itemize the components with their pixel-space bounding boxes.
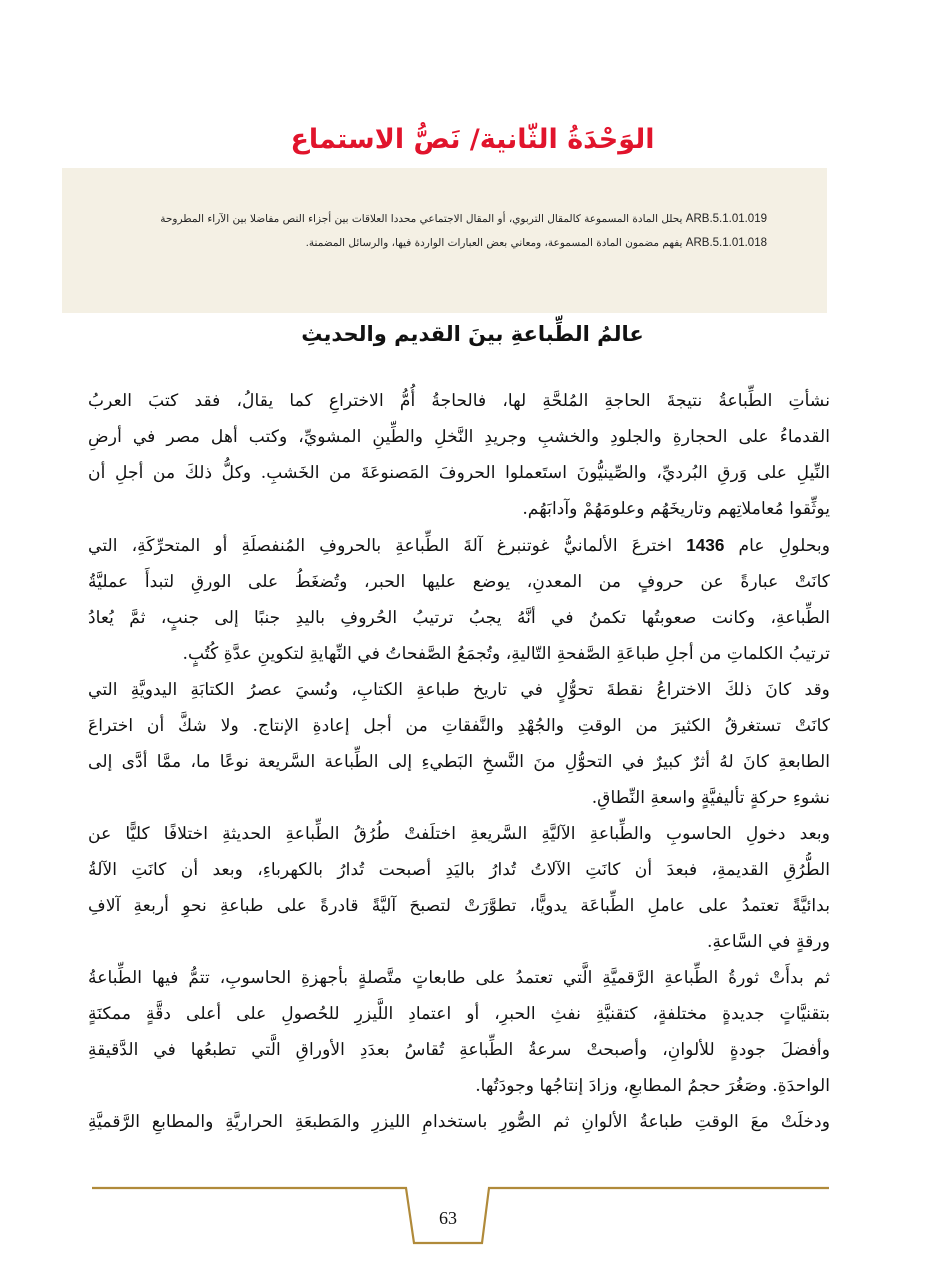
- outcome-text: يفهم مضمون المادة المسموعة، ومعاني بعض العبارات الواردة فيها، والرسائل المضمنة.: [305, 237, 683, 249]
- text-line: القدماءُ على الحجارةِ والجلودِ والخشبِ وجريدِ النَّخلِ والطِّينِ المشويِّ، وكتب أهل مصر في أرضِ: [88, 427, 830, 447]
- text-line: بدائيَّةً تعتمدُ على عاملِ الطِّباعَة يدويًّا، تطوَّرَتْ لتصبحَ آليَّةً قادرةً على طباعةِ نحوِ أربعةِ آلافِ: [88, 896, 830, 916]
- text-line: الواحدَةِ. وصَغُرَ حجمُ المطابعِ، وزادَ إنتاجُها وجودَتُها.: [475, 1076, 830, 1096]
- year-highlight: 1436: [686, 535, 725, 555]
- text-line: نشأتِ الطِّباعةُ نتيجةَ الحاجةِ المُلحَّةِ لها، فالحاجةُ أُمُّ الاختراعِ كما يقالُ، فقد كتبَ العربُ: [88, 391, 830, 411]
- text-line: وقد كانَ ذلكَ الاختراعُ نقطةَ تحوُّلٍ في تاريخ طباعةِ الكتابِ، ونُسيَ عصرُ الكتابَةِ اليدويَّةِ التي: [88, 680, 830, 700]
- text-line: الطابعةِ كانَ لهُ أثرٌ كبيرٌ في التحوُّلِ منَ النَّسخِ البَطيءِ إلى الطِّباعة السَّريعة نوعًا ما، ممَّا أدَّى إلى: [88, 752, 830, 772]
- article-title: عالمُ الطِّباعةِ بينَ القديم والحديثِ: [301, 322, 644, 346]
- text-line: الطُّرُقِ القديمةِ، فبعدَ أن كانَتِ الآلاتُ تُدارُ باليَدِ أصبحت تُدارُ بالكهرباءِ، وبعد أن كانَتِ الآلةُ: [88, 860, 830, 880]
- outcome-code: ARB.5.1.01.018: [685, 237, 767, 249]
- text-line: ترتيبُ الكلماتِ من أجلِ طباعَةِ الصَّفحةِ التّاليةِ، وتُجمَعُ الصَّفحاتُ في النِّهايةِ لتكوينِ عدَّةِ كُتُبٍ.: [182, 644, 830, 664]
- text-segment: وبحلولِ عام: [738, 536, 830, 556]
- text-line: يوثِّقوا مُعاملاتِهم وتاريخَهُم وعلومَهُمْ وآدابَهُم.: [522, 499, 830, 519]
- outcome-code: ARB.5.1.01.019: [685, 213, 767, 225]
- text-line: ودخلَتْ معَ الوقتِ طباعةُ الألوانِ ثم الصُّورِ باستخدامِ الليزرِ والمَطبعَةِ الحراريَّةِ والمطابعِ الرَّقميَّةِ: [88, 1112, 830, 1132]
- page-number: 63: [439, 1208, 457, 1228]
- text-line: النِّيلِ على وَرقِ البُرديِّ، والصِّينيُّونَ استَعملوا الحروفَ المَصنوعَةَ من الخَشبِ. وكلُّ ذلكَ من أجلِ أن: [88, 463, 830, 483]
- text-line: ثم بدأَتْ ثورةُ الطِّباعةِ الرَّقميَّةِ الَّتي تعتمدُ على طابعاتٍ متَّصلةٍ بأجهزةِ الحاسوبِ، تتمُّ فيها الطِّباعةُ: [88, 968, 830, 988]
- text-line: الطِّباعةِ، وكانت صعوبتُها تكمنُ في أنَّهُ يجبُ ترتيبُ الحُروفِ باليدِ جنبًا إلى جنبٍ، ثمَّ يُعادُ: [88, 608, 830, 628]
- text-line: بتقنيَّاتٍ جديدةٍ مختلفةٍ، كتقنيَّةِ نفثِ الحبرِ، أو اعتمادِ اللَّيزرِ للحُصولِ على أعلى دقَّةٍ ممكنَةٍ: [88, 1004, 830, 1024]
- text-line: ورقةٍ في السَّاعةِ.: [706, 932, 830, 952]
- text-segment: اخترعَ الألمانيُّ غوتنبرغ آلةَ الطِّباعةِ بالحروفِ المُنفصلَةِ أو المتحرِّكَةِ، التي: [88, 536, 673, 556]
- text-line: نشوءِ حركةٍ تأليفيَّةٍ واسعةِ النِّطاقِ.: [591, 788, 830, 808]
- text-line: وأفضلَ جودةٍ للألوانِ، وأصبحتْ سرعةُ الطِّباعةِ تُقاسُ بعدَدِ الأوراقِ الَّتي تطبعُها في الدَّقيقةِ: [88, 1040, 830, 1060]
- text-line: كانَتْ تستغرقُ الكثيرَ من الوقتِ والجُهْدِ والنَّفقاتِ من أجل إعادةِ الإنتاج. ولا شكَّ أن اختراعَ: [88, 716, 830, 736]
- text-line: كانَتْ عبارةً عن حروفٍ من المعدنِ، يوضع عليها الحبر، وتُضغَطُ على الورقِ لتبدأَ عمليَّةُ: [88, 572, 830, 592]
- outcome-text: يحلل المادة المسموعة كالمقال التربوي، أو المقال الاجتماعي محددا العلاقات بين أجزاء النص مفاضلا بين الآراء المطروحة: [160, 213, 683, 225]
- unit-title: الوَحْدَةُ الثّانية/ نَصُّ الاستماع: [290, 124, 655, 155]
- text-line: وبعد دخولِ الحاسوبِ والطِّباعةِ الآليَّةِ السَّريعةِ اختلَفتْ طُرُقُ الطِّباعةِ الحديثةِ اختلافًا كليًّا عن: [88, 824, 830, 844]
